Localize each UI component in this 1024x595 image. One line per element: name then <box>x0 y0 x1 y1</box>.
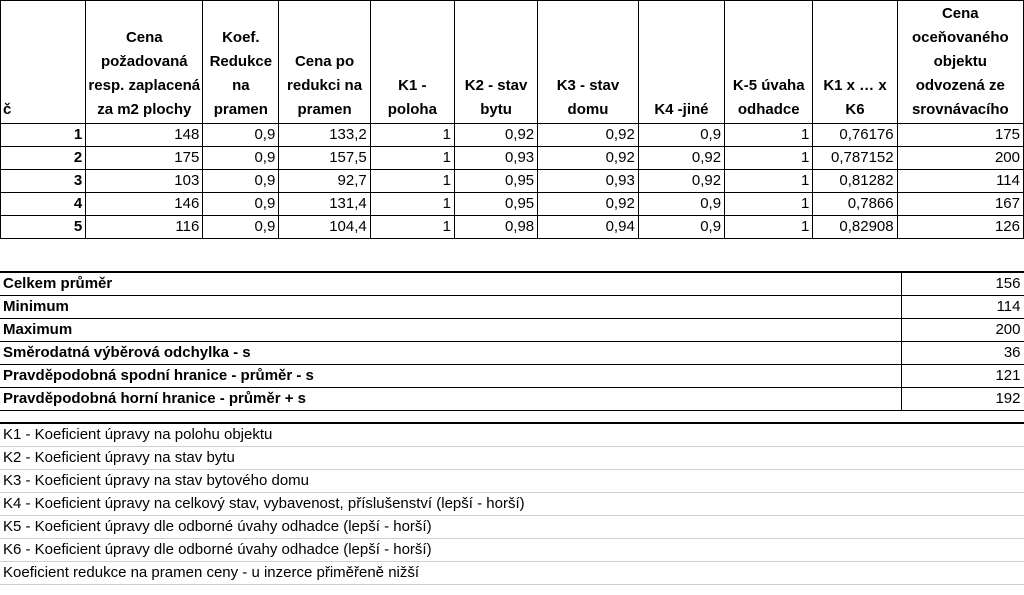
comparison-table <box>0 0 1024 239</box>
stat-value-maximum[interactable]: 200 <box>901 319 1024 342</box>
header-cell-k5[interactable]: K-5 úvaha odhadce <box>725 1 813 124</box>
header-cell-k3[interactable]: K3 - stav domu <box>538 1 639 124</box>
cell-k-product[interactable]: 0,787152 <box>813 147 897 170</box>
stat-value-minimum[interactable]: 114 <box>901 296 1024 319</box>
header-cell-k4[interactable]: K4 -jiné <box>638 1 724 124</box>
cell-result[interactable]: 126 <box>897 216 1023 239</box>
cell-k2[interactable]: 0,98 <box>454 216 537 239</box>
note-row <box>0 470 1024 493</box>
cell-result[interactable]: 200 <box>897 147 1023 170</box>
stats-row <box>0 272 1024 296</box>
stat-label-maximum[interactable]: Maximum <box>0 319 901 342</box>
cell-result[interactable]: 114 <box>897 170 1023 193</box>
cell-k1[interactable]: 1 <box>370 193 454 216</box>
cell-k1[interactable]: 1 <box>370 147 454 170</box>
cell-k-product[interactable]: 0,7866 <box>813 193 897 216</box>
note-k2[interactable]: K2 - Koeficient úpravy na stav bytu <box>0 447 1024 470</box>
cell-reduction-coef[interactable]: 0,9 <box>203 147 279 170</box>
cell-k5[interactable]: 1 <box>725 124 813 147</box>
row-number[interactable]: 4 <box>1 193 86 216</box>
cell-price[interactable]: 146 <box>86 193 203 216</box>
table-row <box>1 193 1024 216</box>
header-row <box>1 1 1024 124</box>
cell-k-product[interactable]: 0,76176 <box>813 124 897 147</box>
table-row <box>1 124 1024 147</box>
cell-k3[interactable]: 0,92 <box>538 147 639 170</box>
note-row <box>0 493 1024 516</box>
cell-k-product[interactable]: 0,82908 <box>813 216 897 239</box>
cell-price[interactable]: 103 <box>86 170 203 193</box>
stat-value-std-dev[interactable]: 36 <box>901 342 1024 365</box>
cell-k1[interactable]: 1 <box>370 170 454 193</box>
header-cell-reduction-coef[interactable]: Koef. Redukce na pramen <box>203 1 279 124</box>
note-row <box>0 447 1024 470</box>
header-cell-c[interactable]: č <box>1 1 86 124</box>
cell-price[interactable]: 148 <box>86 124 203 147</box>
stat-label-std-dev[interactable]: Směrodatná výběrová odchylka - s <box>0 342 901 365</box>
cell-k2[interactable]: 0,95 <box>454 193 537 216</box>
table-row <box>1 170 1024 193</box>
stats-row <box>0 365 1024 388</box>
stat-label-upper-bound[interactable]: Pravděpodobná horní hranice - průměr + s <box>0 388 901 411</box>
cell-k4[interactable]: 0,92 <box>638 170 724 193</box>
cell-k4[interactable]: 0,9 <box>638 124 724 147</box>
header-cell-result[interactable]: Cena oceňovaného objektu odvozená ze srovnávacího <box>897 1 1023 124</box>
note-k6[interactable]: K6 - Koeficient úpravy dle odborné úvahy odhadce (lepší - horší) <box>0 539 1024 562</box>
stats-row <box>0 296 1024 319</box>
header-cell-price[interactable]: Cena požadovaná resp. zaplacená za m2 plochy <box>86 1 203 124</box>
header-cell-k-product[interactable]: K1 x … x K6 <box>813 1 897 124</box>
cell-price[interactable]: 175 <box>86 147 203 170</box>
note-k3[interactable]: K3 - Koeficient úpravy na stav bytového domu <box>0 470 1024 493</box>
cell-k2[interactable]: 0,95 <box>454 170 537 193</box>
row-number[interactable]: 2 <box>1 147 86 170</box>
header-cell-reduced-price[interactable]: Cena po redukci na pramen <box>279 1 370 124</box>
cell-price[interactable]: 116 <box>86 216 203 239</box>
cell-k5[interactable]: 1 <box>725 170 813 193</box>
cell-k4[interactable]: 0,9 <box>638 216 724 239</box>
cell-k2[interactable]: 0,93 <box>454 147 537 170</box>
stats-row <box>0 342 1024 365</box>
cell-k1[interactable]: 1 <box>370 216 454 239</box>
note-reduction[interactable]: Koeficient redukce na pramen ceny - u inzerce přiměřeně nižší <box>0 562 1024 585</box>
stat-value-lower-bound[interactable]: 121 <box>901 365 1024 388</box>
cell-k3[interactable]: 0,94 <box>538 216 639 239</box>
cell-reduction-coef[interactable]: 0,9 <box>203 124 279 147</box>
cell-reduced-price[interactable]: 104,4 <box>279 216 370 239</box>
row-number[interactable]: 1 <box>1 124 86 147</box>
cell-k5[interactable]: 1 <box>725 193 813 216</box>
cell-reduced-price[interactable]: 131,4 <box>279 193 370 216</box>
note-k5[interactable]: K5 - Koeficient úpravy dle odborné úvahy odhadce (lepší - horší) <box>0 516 1024 539</box>
legend-notes <box>0 422 1024 585</box>
stat-label-lower-bound[interactable]: Pravděpodobná spodní hranice - průměr - s <box>0 365 901 388</box>
cell-reduced-price[interactable]: 157,5 <box>279 147 370 170</box>
cell-result[interactable]: 167 <box>897 193 1023 216</box>
note-k1[interactable]: K1 - Koeficient úpravy na polohu objektu <box>0 423 1024 447</box>
stats-row <box>0 388 1024 411</box>
cell-result[interactable]: 175 <box>897 124 1023 147</box>
cell-k3[interactable]: 0,93 <box>538 170 639 193</box>
note-row <box>0 562 1024 585</box>
cell-reduction-coef[interactable]: 0,9 <box>203 170 279 193</box>
row-number[interactable]: 3 <box>1 170 86 193</box>
cell-k4[interactable]: 0,9 <box>638 193 724 216</box>
note-row <box>0 423 1024 447</box>
cell-k-product[interactable]: 0,81282 <box>813 170 897 193</box>
stat-value-upper-bound[interactable]: 192 <box>901 388 1024 411</box>
cell-reduced-price[interactable]: 133,2 <box>279 124 370 147</box>
note-row <box>0 539 1024 562</box>
cell-k1[interactable]: 1 <box>370 124 454 147</box>
stat-label-minimum[interactable]: Minimum <box>0 296 901 319</box>
note-k4[interactable]: K4 - Koeficient úpravy na celkový stav, vybavenost, příslušenství (lepší - horší) <box>0 493 1024 516</box>
stat-value-mean[interactable]: 156 <box>901 272 1024 296</box>
cell-k5[interactable]: 1 <box>725 216 813 239</box>
header-cell-k1[interactable]: K1 - poloha <box>370 1 454 124</box>
row-number[interactable]: 5 <box>1 216 86 239</box>
note-row <box>0 516 1024 539</box>
cell-k3[interactable]: 0,92 <box>538 124 639 147</box>
stat-label-mean[interactable]: Celkem průměr <box>0 272 901 296</box>
cell-k4[interactable]: 0,92 <box>638 147 724 170</box>
cell-k3[interactable]: 0,92 <box>538 193 639 216</box>
header-cell-k2[interactable]: K2 - stav bytu <box>454 1 537 124</box>
cell-k2[interactable]: 0,92 <box>454 124 537 147</box>
cell-k5[interactable]: 1 <box>725 147 813 170</box>
cell-reduction-coef[interactable]: 0,9 <box>203 193 279 216</box>
table-row <box>1 216 1024 239</box>
stats-row <box>0 319 1024 342</box>
table-row <box>1 147 1024 170</box>
statistics-table <box>0 271 1024 411</box>
cell-reduced-price[interactable]: 92,7 <box>279 170 370 193</box>
cell-reduction-coef[interactable]: 0,9 <box>203 216 279 239</box>
